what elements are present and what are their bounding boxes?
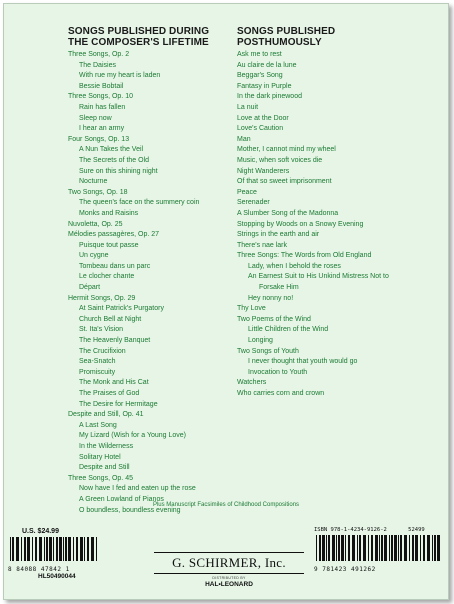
lifetime-heading <box>68 26 228 48</box>
posthumous-song-title: Watchers <box>237 379 267 387</box>
posthumous-song-subtitle: I never thought that youth would go <box>248 358 358 366</box>
lifetime-songs-column <box>68 26 228 516</box>
lifetime-song-title: Hermit Songs, Op. 29 <box>68 294 136 302</box>
hl-product-code: HL50490044 <box>38 573 76 580</box>
lifetime-song-subtitle: I hear an army <box>79 125 125 133</box>
posthumous-songs-column <box>237 26 427 400</box>
posthumous-song-title: Love at the Door <box>237 114 289 122</box>
posthumous-song-title: Two Songs of Youth <box>237 347 299 355</box>
upc-block <box>8 528 100 580</box>
lifetime-song-subtitle: Puisque tout passe <box>79 241 139 249</box>
lifetime-song-subtitle: Bessie Bobtail <box>79 82 124 90</box>
ean-digits: 9 781423 491262 <box>314 566 376 573</box>
lifetime-song-subtitle: Promiscuity <box>79 368 116 376</box>
lifetime-song-title: Four Songs, Op. 13 <box>68 135 130 143</box>
lifetime-song-subtitle: The queen's face on the summery coin <box>79 199 200 207</box>
posthumous-song-title: Peace <box>237 188 257 196</box>
posthumous-song-subtitle: Hey nonny no! <box>248 294 294 302</box>
posthumous-song-subtitle: Forsake Him <box>259 284 299 292</box>
distributed-by-label: DISTRIBUTED BY <box>212 576 246 580</box>
posthumous-song-title: There's nae lark <box>237 241 287 249</box>
posthumous-song-subtitle: Little Children of the Wind <box>248 326 329 334</box>
posthumous-song-title: In the dark pinewood <box>237 93 302 101</box>
lifetime-song-title: Despite and Still, Op. 41 <box>68 411 144 419</box>
posthumous-song-subtitle: Invocation to Youth <box>248 368 308 376</box>
hal-leonard-logo: HAL•LEONARD <box>205 581 253 588</box>
lifetime-song-subtitle: Rain has fallen <box>79 103 126 111</box>
posthumous-song-title: La nuit <box>237 103 259 111</box>
lifetime-song-subtitle: A Nun Takes the Veil <box>79 146 144 154</box>
posthumous-song-title: Music, when soft voices die <box>237 156 323 164</box>
posthumous-song-title: Love's Caution <box>237 125 284 133</box>
posthumous-song-title: Stopping by Woods on a Snowy Evening <box>237 220 364 228</box>
lifetime-song-list <box>68 50 228 516</box>
lifetime-song-subtitle: Monks and Raisins <box>79 209 139 217</box>
lifetime-song-subtitle: At Saint Patrick's Purgatory <box>79 305 164 313</box>
isbn-addon-digits: 52499 <box>408 527 425 533</box>
lifetime-song-title: Mélodies passagères, Op. 27 <box>68 231 160 239</box>
lifetime-song-subtitle: St. Ita's Vision <box>79 326 124 334</box>
posthumous-song-title: Two Poems of the Wind <box>237 315 311 323</box>
posthumous-song-title: Mother, I cannot mind my wheel <box>237 146 336 154</box>
posthumous-song-subtitle: An Earnest Suit to His Unkind Mistress Not to <box>248 273 389 281</box>
back-cover <box>3 3 449 600</box>
posthumous-song-title: Night Wanderers <box>237 167 290 175</box>
lifetime-song-title: Two Songs, Op. 18 <box>68 188 128 196</box>
lifetime-song-subtitle: A Last Song <box>79 421 117 429</box>
posthumous-song-title: Who carries corn and crown <box>237 390 325 397</box>
lifetime-song-subtitle: The Crucifixion <box>79 347 126 355</box>
lifetime-song-title: Nuvoletta, Op. 25 <box>68 220 123 228</box>
posthumous-song-title: Strings in the earth and air <box>237 231 320 239</box>
posthumous-heading-line2: POSTHUMOUSLY <box>237 37 322 48</box>
posthumous-heading <box>237 26 427 48</box>
lifetime-song-subtitle: The Secrets of the Old <box>79 156 150 164</box>
lifetime-song-subtitle: Now have I fed and eaten up the rose <box>79 485 196 493</box>
lifetime-song-subtitle: The Heavenly Banquet <box>79 337 151 345</box>
lifetime-song-subtitle: With rue my heart is laden <box>79 72 161 80</box>
isbn-block <box>314 527 444 573</box>
posthumous-song-title: Ask me to rest <box>237 51 282 58</box>
posthumous-song-subtitle: Longing <box>248 337 273 345</box>
publisher-block <box>154 552 304 588</box>
posthumous-song-list <box>237 50 427 400</box>
lifetime-song-subtitle: Church Bell at Night <box>79 315 142 323</box>
lifetime-song-subtitle: The Monk and His Cat <box>79 379 149 387</box>
lifetime-song-subtitle: My Lizard (Wish for a Young Love) <box>79 432 186 440</box>
posthumous-song-title: Three Songs: The Words from Old England <box>237 252 372 260</box>
lifetime-song-subtitle: Sea-Snatch <box>79 358 116 366</box>
posthumous-song-title: Man <box>237 135 251 143</box>
lifetime-song-title: Three Songs, Op. 45 <box>68 474 133 482</box>
isbn-line <box>314 527 444 533</box>
isbn-text: ISBN 978-1-4234-9126-2 <box>314 527 387 533</box>
lifetime-heading-line2: THE COMPOSER'S LIFETIME <box>68 37 209 48</box>
lifetime-song-title: Three Songs, Op. 10 <box>68 93 133 101</box>
lifetime-song-subtitle: O boundless, boundless evening <box>79 506 181 514</box>
posthumous-song-title: Of that so sweet imprisonment <box>237 178 332 186</box>
posthumous-song-title: Thy Love <box>237 305 266 313</box>
posthumous-heading-line1: SONGS PUBLISHED <box>237 26 336 37</box>
posthumous-song-title: A Slumber Song of the Madonna <box>237 209 339 217</box>
lifetime-song-subtitle: The Daisies <box>79 61 116 69</box>
lifetime-song-subtitle: A Green Lowland of Pianos <box>79 495 164 503</box>
upc-digits: 8 84088 47842 1 <box>8 566 70 573</box>
lifetime-song-subtitle: Nocturne <box>79 178 108 186</box>
lifetime-song-subtitle: Tombeau dans un parc <box>79 262 151 270</box>
posthumous-song-title: Beggar's Song <box>237 72 283 80</box>
isbn-barcode-image <box>314 535 444 561</box>
posthumous-song-subtitle: Lady, when I behold the roses <box>248 262 341 270</box>
lifetime-song-subtitle: In the Wilderness <box>79 442 134 450</box>
lifetime-song-title: Three Songs, Op. 2 <box>68 51 130 58</box>
lifetime-song-subtitle: Départ <box>79 284 101 292</box>
publisher-name: G. SCHIRMER, Inc. <box>154 552 304 574</box>
price-label: U.S. $24.99 <box>22 528 59 535</box>
lifetime-song-subtitle: Despite and Still <box>79 464 130 472</box>
posthumous-song-title: Au claire de la lune <box>237 61 297 69</box>
posthumous-song-title: Serenader <box>237 199 270 207</box>
upc-barcode-image <box>8 537 100 561</box>
lifetime-song-subtitle: The Praises of God <box>79 390 140 397</box>
lifetime-song-subtitle: Solitary Hotel <box>79 453 121 461</box>
lifetime-song-subtitle: Sure on this shining night <box>79 167 158 175</box>
lifetime-song-subtitle: Le clocher chante <box>79 273 135 281</box>
posthumous-song-title: Fantasy in Purple <box>237 82 292 90</box>
lifetime-song-subtitle: Un cygne <box>79 252 109 260</box>
facsimiles-note: Plus Manuscript Facsimiles of Childhood Compositions <box>152 502 300 508</box>
lifetime-song-subtitle: Sleep now <box>79 114 112 122</box>
lifetime-song-subtitle: The Desire for Hermitage <box>79 400 158 408</box>
lifetime-heading-line1: SONGS PUBLISHED DURING <box>68 26 210 37</box>
